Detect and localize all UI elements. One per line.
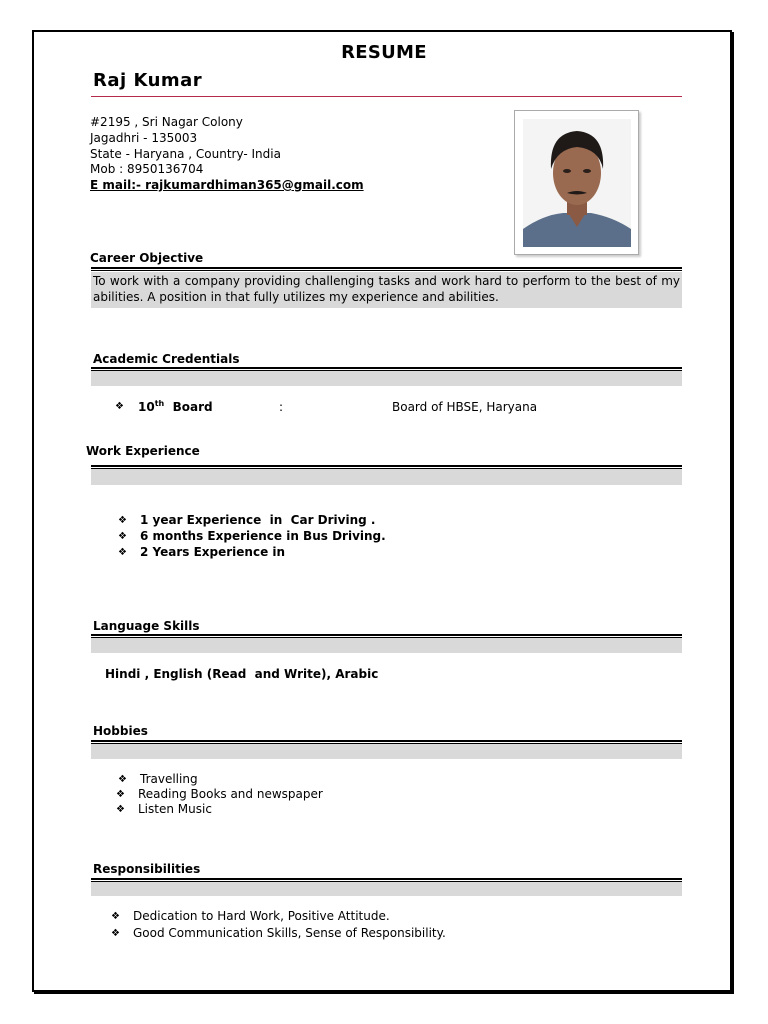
career-objective-text: To work with a company providing challenging tasks and work hard to perform to the best of my abilities. A position in that fully utilizes my experience and abilities. <box>91 272 682 308</box>
responsibility-item-1: Dedication to Hard Work, Positive Attitude. <box>133 909 390 923</box>
language-heading: Language Skills <box>93 619 200 633</box>
hobby-item-3: Listen Music <box>138 802 212 816</box>
qualification-separator: : <box>279 400 284 414</box>
name-divider <box>91 96 682 97</box>
email-link[interactable]: E mail:- rajkumardhiman365@gmail.com <box>90 178 364 192</box>
language-text: Hindi , English (Read and Write), Arabic <box>105 667 379 681</box>
qualification-board: Board of HBSE, Haryana <box>392 400 538 414</box>
work-item-2: 6 months Experience in Bus Driving. <box>140 529 386 543</box>
responsibilities-heading: Responsibilities <box>93 862 201 876</box>
address-line-3: State - Haryana , Country- India <box>90 147 281 161</box>
academic-band <box>91 371 682 386</box>
work-bullet-3: ❖ <box>118 547 127 558</box>
hobbies-band <box>91 744 682 759</box>
work-experience-band <box>91 469 682 485</box>
hobby-bullet-2: ❖ <box>116 789 125 800</box>
portrait-illustration <box>523 119 631 247</box>
hobbies-heading: Hobbies <box>93 724 148 738</box>
qualification-label: 10th Board <box>138 399 213 414</box>
mobile-number: Mob : 8950136704 <box>90 162 204 176</box>
profile-photo <box>514 110 639 255</box>
work-item-3: 2 Years Experience in <box>140 545 286 559</box>
career-objective-rule <box>91 267 682 271</box>
academic-bullet: ❖ <box>115 401 124 412</box>
work-experience-heading: Work Experience <box>86 444 200 458</box>
address-line-1: #2195 , Sri Nagar Colony <box>90 115 243 129</box>
work-item-1: 1 year Experience in Car Driving . <box>140 513 376 527</box>
work-bullet-2: ❖ <box>118 531 127 542</box>
hobby-item-2: Reading Books and newspaper <box>138 787 323 801</box>
academic-heading: Academic Credentials <box>93 352 240 366</box>
document-title: RESUME <box>341 42 427 63</box>
responsibility-bullet-1: ❖ <box>111 911 120 922</box>
applicant-name: Raj Kumar <box>93 70 203 91</box>
hobby-bullet-1: ❖ <box>118 774 127 785</box>
work-bullet-1: ❖ <box>118 515 127 526</box>
hobby-bullet-3: ❖ <box>116 804 125 815</box>
hobby-item-1: Travelling <box>140 772 198 786</box>
responsibility-bullet-2: ❖ <box>111 928 120 939</box>
responsibilities-band <box>91 882 682 896</box>
language-band <box>91 638 682 653</box>
address-line-2: Jagadhri - 135003 <box>90 131 198 145</box>
career-objective-heading: Career Objective <box>90 251 204 265</box>
responsibility-item-2: Good Communication Skills, Sense of Responsibility. <box>133 926 446 940</box>
